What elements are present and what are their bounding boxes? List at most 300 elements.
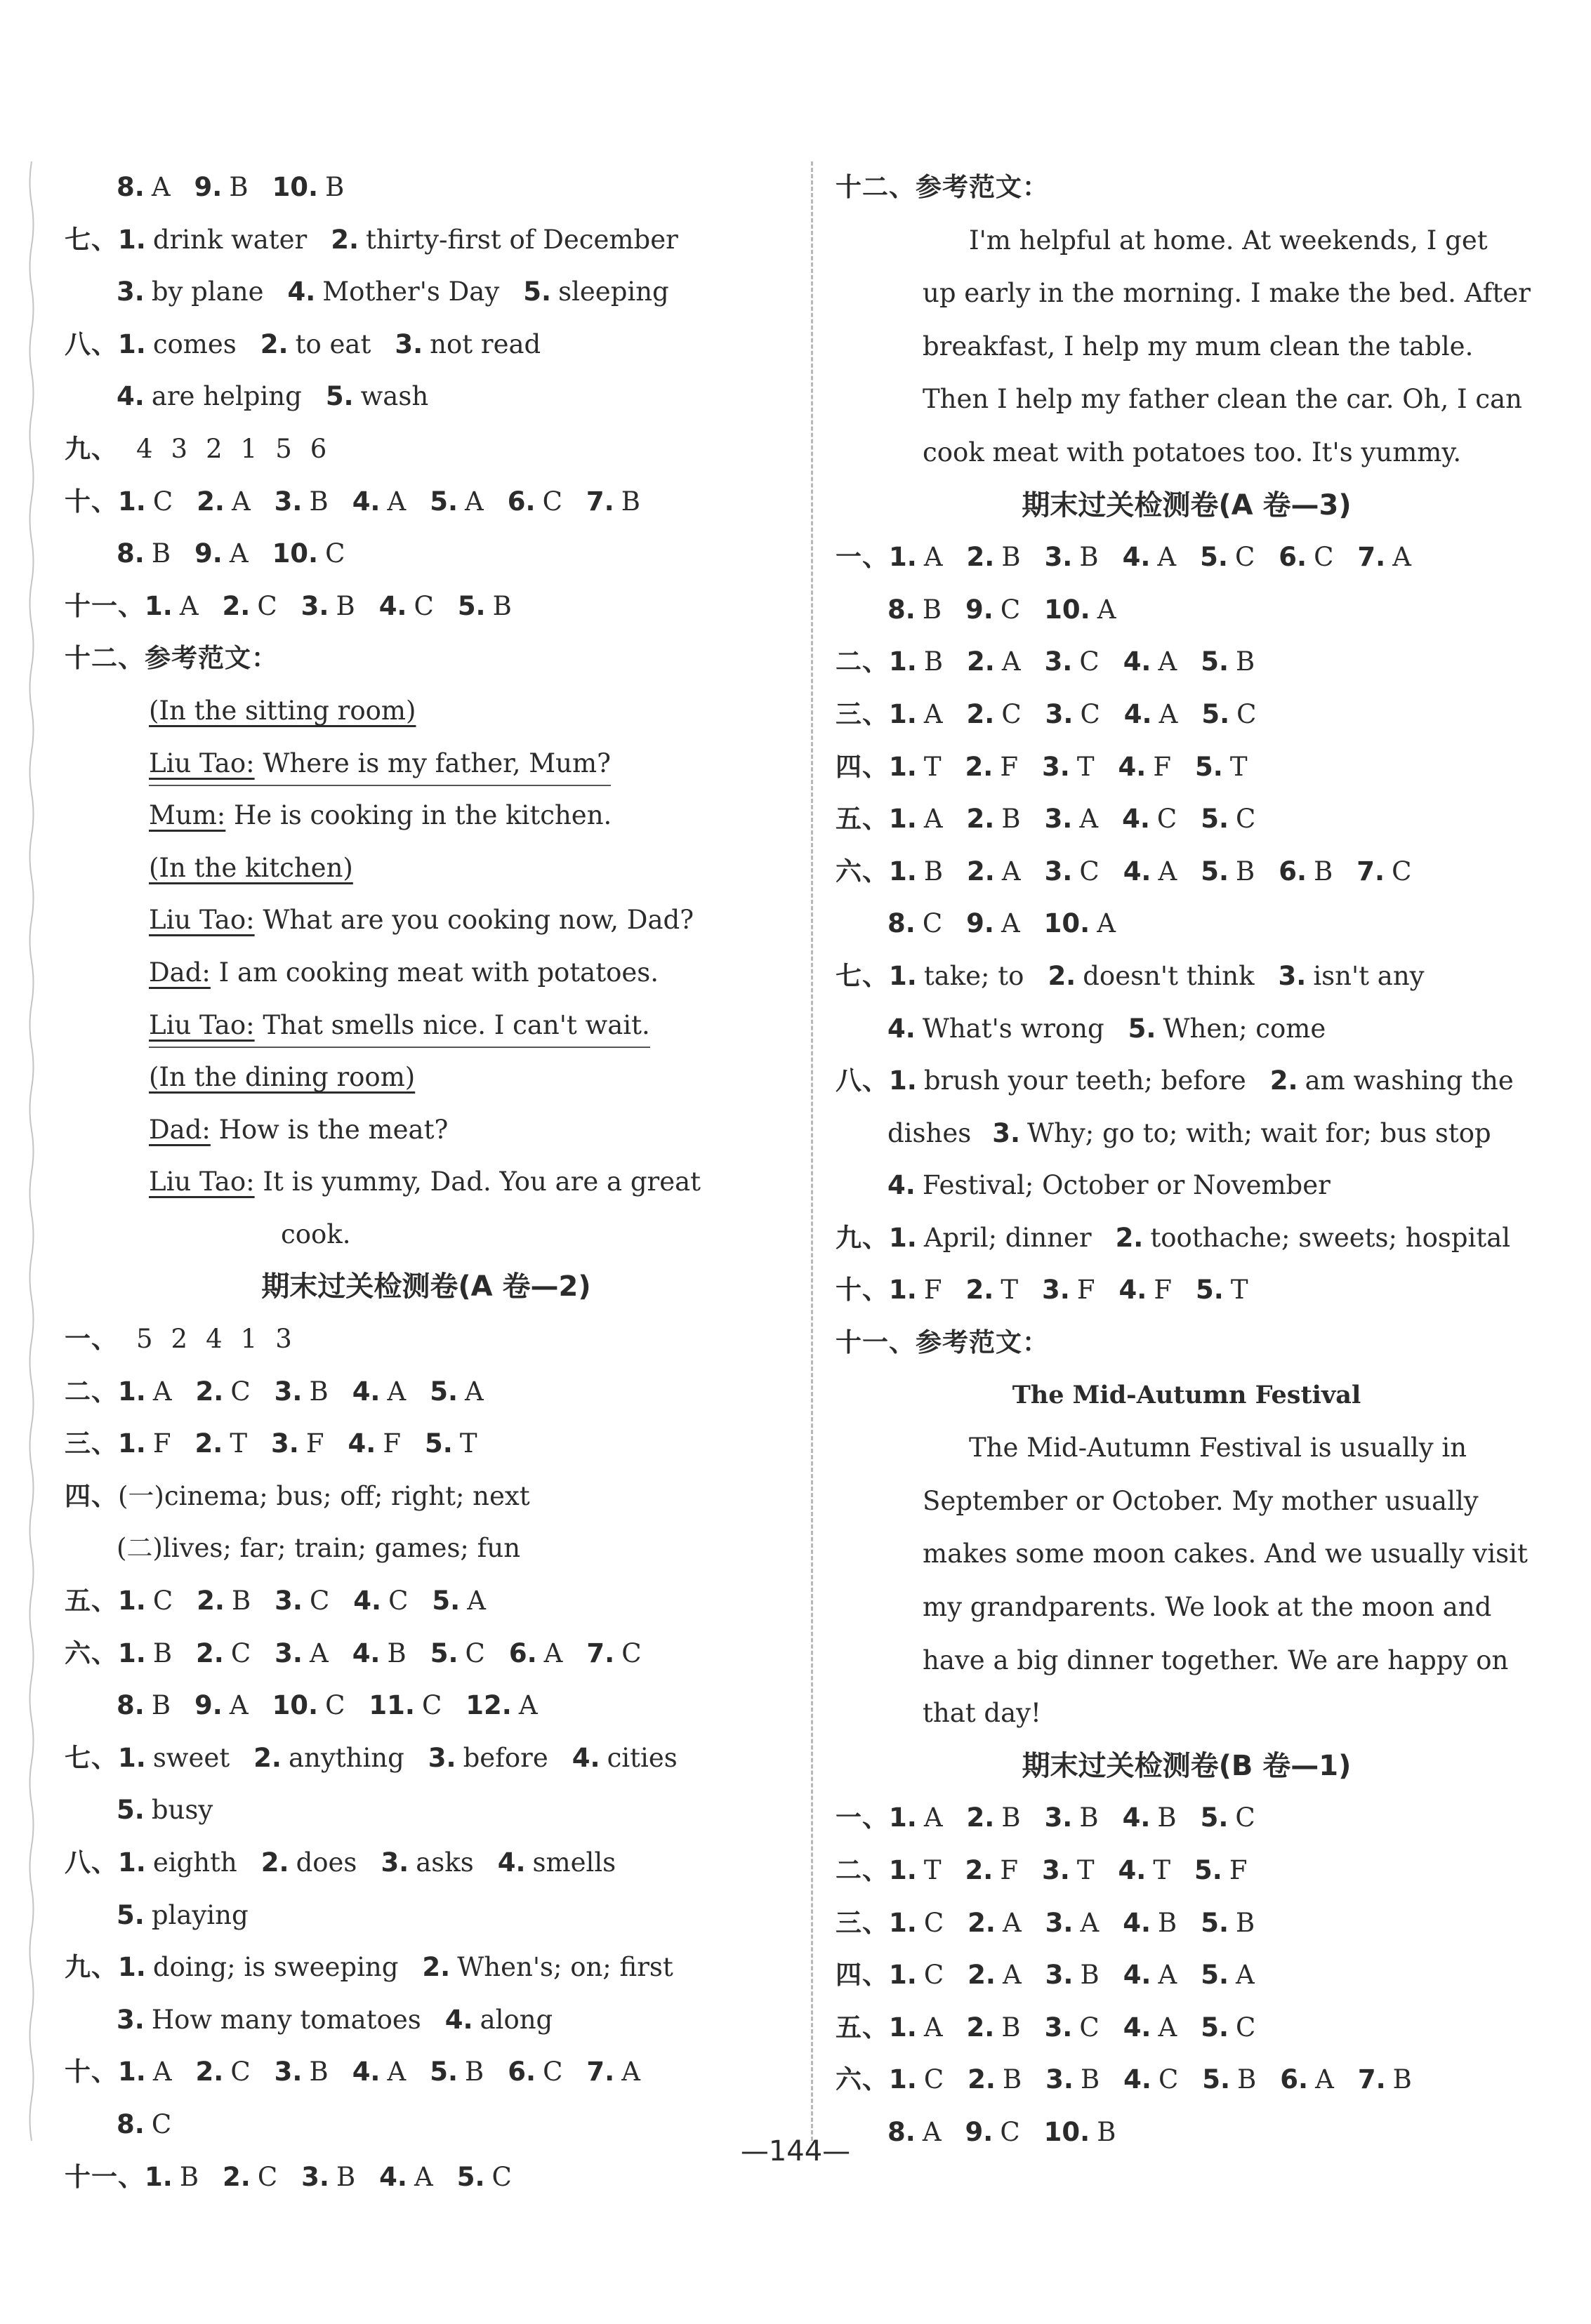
answer-item <box>118 2046 172 2099</box>
answer-value: A <box>922 2116 942 2147</box>
answer-value: C <box>491 2161 512 2192</box>
answer-value: B <box>492 590 512 621</box>
answer-value: A <box>179 590 199 621</box>
answer-value: A <box>923 1802 943 1833</box>
answer-value: C <box>151 2109 172 2139</box>
question-number: 4. <box>572 1742 600 1773</box>
question-number: 4. <box>1123 2012 1151 2043</box>
answer-value: T <box>923 1855 942 1885</box>
dialogue-content <box>149 905 694 935</box>
answer-item <box>301 580 355 633</box>
question-number: 3. <box>274 2057 303 2087</box>
question-number: 2. <box>196 1638 224 1668</box>
answer-value: When; come <box>1163 1013 1326 1044</box>
answer-line <box>836 689 1538 741</box>
question-number: 1. <box>889 2012 917 2043</box>
answer-item <box>430 1366 484 1419</box>
answer-item <box>1202 2054 1256 2106</box>
question-number: 3. <box>301 2161 329 2192</box>
section-label: 七、 <box>65 224 118 255</box>
answer-value: Why; go to; with; wait for; bus stop <box>1027 1117 1491 1148</box>
answer-item <box>352 1628 407 1680</box>
speech-text: He is cooking in the kitchen. <box>225 800 612 831</box>
answer-value: A <box>621 2057 640 2087</box>
sample-heading <box>65 632 788 685</box>
answer-value: A <box>387 1376 407 1407</box>
answer-item <box>1042 741 1095 794</box>
answer-item <box>379 580 434 633</box>
question-number: 2. <box>965 1855 993 1885</box>
answer-line <box>836 1897 1538 1950</box>
answer-line <box>836 793 1538 846</box>
section-label: 二、 <box>836 1855 889 1885</box>
answer-value: A <box>1002 1907 1022 1938</box>
answer-item <box>196 2046 251 2099</box>
answer-value: C <box>542 486 562 517</box>
answer-value: T <box>1001 1275 1018 1306</box>
sequence-value: 4 <box>206 1324 223 1355</box>
paragraph-line: The Mid-Autumn Festival is usually in <box>969 1433 1467 1463</box>
question-number: 1. <box>889 751 917 782</box>
answer-value: A <box>1158 646 1177 677</box>
answer-item <box>466 1680 537 1732</box>
answer-item <box>1128 1003 1326 1056</box>
question-number: 3. <box>271 1428 299 1459</box>
question-number: 3. <box>381 1847 409 1878</box>
answer-value: C <box>1000 2116 1020 2147</box>
answer-item <box>1045 689 1100 741</box>
question-number: 3. <box>275 1586 303 1616</box>
answer-line <box>65 1784 788 1837</box>
answer-value: C <box>1236 804 1256 835</box>
answer-value: C <box>388 1586 409 1616</box>
answer-item <box>1123 1792 1177 1845</box>
answer-item <box>118 214 307 267</box>
section-label: 三、 <box>836 1907 889 1938</box>
section-label: 一、 <box>65 1324 118 1355</box>
answer-item <box>967 846 1021 898</box>
question-number: 3. <box>301 590 329 621</box>
answer-item <box>1194 1845 1248 1897</box>
question-number: 5. <box>1128 1013 1156 1044</box>
section-label: 五、 <box>836 804 889 835</box>
answer-line <box>65 1522 788 1575</box>
question-number: 2. <box>1048 960 1076 991</box>
sample-heading <box>836 1317 1538 1369</box>
answer-item <box>118 1732 230 1785</box>
answer-item <box>967 636 1021 689</box>
answer-value: A <box>465 1376 484 1407</box>
answer-value: B <box>1079 1802 1099 1833</box>
answer-item <box>967 1792 1021 1845</box>
answer-item <box>1045 1897 1100 1950</box>
answer-item <box>1116 1212 1511 1265</box>
section-label: 一、 <box>836 1802 889 1833</box>
answer-value: A <box>387 2057 407 2087</box>
answer-value: T <box>1153 1855 1170 1885</box>
question-number: 3. <box>1045 1907 1074 1938</box>
answer-item <box>889 689 943 741</box>
answer-item <box>1118 1845 1171 1897</box>
answer-line <box>65 1366 788 1419</box>
answer-item <box>523 266 668 319</box>
sequence-value: 2 <box>171 1324 188 1355</box>
question-number: 5. <box>1201 1907 1229 1938</box>
question-number: 2. <box>966 542 995 573</box>
question-number: 7. <box>586 2057 615 2087</box>
answer-text: dishes <box>887 1117 972 1148</box>
answer-item <box>889 1897 944 1950</box>
answer-item <box>889 2054 944 2106</box>
answer-line <box>836 950 1538 1003</box>
answer-item <box>967 689 1022 741</box>
question-number: 4. <box>352 1376 381 1407</box>
answer-value: isn't any <box>1313 960 1425 991</box>
sample-label: 十二、参考范文： <box>65 643 278 674</box>
answer-value: C <box>152 1586 173 1616</box>
answer-item <box>1045 1949 1100 2002</box>
sequence-value: 1 <box>240 433 258 464</box>
answer-value: thirty-first of December <box>366 224 678 255</box>
left-column <box>65 161 788 2203</box>
sample-heading <box>836 161 1538 214</box>
answer-line <box>836 1055 1538 1108</box>
answer-item <box>889 1792 943 1845</box>
answer-value: C <box>922 908 943 939</box>
answer-line <box>65 1890 788 1942</box>
answer-item <box>1279 531 1333 584</box>
answer-value: T <box>1230 1275 1248 1306</box>
dialogue-content <box>149 1167 701 1197</box>
answer-value: B <box>922 594 942 625</box>
dialogue-tail: cook. <box>281 1219 351 1249</box>
question-number: 6. <box>1279 856 1307 887</box>
answer-line <box>836 741 1538 794</box>
answer-item <box>253 1732 404 1785</box>
answer-line <box>65 528 788 580</box>
question-number: 5. <box>117 1899 145 1930</box>
question-number: 1. <box>889 804 917 835</box>
answer-line <box>836 846 1538 898</box>
question-number: 2. <box>195 1376 224 1407</box>
answer-line <box>65 214 788 267</box>
answer-value: A <box>923 2012 943 2043</box>
answer-value: C <box>1080 698 1100 729</box>
answer-item <box>118 1418 171 1470</box>
question-number: 4. <box>1122 542 1151 573</box>
question-number: 7. <box>1357 542 1386 573</box>
answer-item <box>1042 1845 1095 1897</box>
answer-value: A <box>467 1586 486 1616</box>
question-number: 10. <box>272 1690 319 1721</box>
answer-value: C <box>1079 646 1100 677</box>
answer-item <box>586 1628 641 1680</box>
section-label: 十一、 <box>65 2161 145 2192</box>
question-number: 4. <box>1123 1907 1151 1938</box>
question-number: 2. <box>965 1275 994 1306</box>
question-number: 8. <box>117 1690 145 1721</box>
answer-value: B <box>923 856 944 887</box>
answer-item <box>381 1837 473 1890</box>
question-number: 3. <box>1045 2064 1074 2095</box>
question-number: 1. <box>118 1428 146 1459</box>
answer-item <box>117 266 263 319</box>
answer-line <box>65 371 788 423</box>
answer-value: by plane <box>151 277 264 307</box>
question-number: 1. <box>145 2161 173 2192</box>
answer-value: along <box>480 2004 553 2035</box>
binding-edge <box>27 161 37 2141</box>
section-label: 六、 <box>836 856 889 887</box>
question-number: 2. <box>965 751 993 782</box>
sample-paragraph <box>836 214 1538 479</box>
answer-item <box>196 1366 251 1419</box>
speaker-name: Dad: <box>149 957 211 988</box>
scene-text: (In the kitchen) <box>149 852 353 883</box>
question-number: 5. <box>325 381 354 412</box>
answer-item <box>352 476 407 529</box>
answer-value: T <box>459 1428 477 1459</box>
question-number: 1. <box>118 1376 146 1407</box>
question-number: 9. <box>194 1690 223 1721</box>
speech-text: It is yummy, Dad. You are a great <box>254 1167 701 1197</box>
answer-value: sweet <box>152 1742 230 1773</box>
question-number: 2. <box>966 1802 995 1833</box>
answer-item <box>117 528 171 580</box>
answer-item <box>271 1418 324 1470</box>
answer-value: F <box>1153 751 1171 782</box>
sample-label: 十二、参考范文： <box>836 172 1049 202</box>
question-number: 3. <box>1045 698 1074 729</box>
question-number: 4. <box>1122 804 1150 835</box>
answer-line <box>836 1792 1538 1845</box>
answer-item <box>352 2046 407 2099</box>
question-number: 4. <box>1118 751 1147 782</box>
answer-item <box>887 898 942 950</box>
answer-value: April; dinner <box>923 1222 1092 1253</box>
answer-line <box>65 580 788 633</box>
section-label: 六、 <box>65 1638 118 1668</box>
answer-value: playing <box>151 1899 249 1930</box>
answer-line <box>836 898 1538 950</box>
answer-item <box>1279 950 1425 1003</box>
answer-item <box>889 1055 1246 1108</box>
answer-value: B <box>1236 1907 1255 1938</box>
answer-item <box>887 1160 1331 1212</box>
answer-item <box>275 1628 329 1680</box>
answer-item <box>1122 793 1177 846</box>
sequence-value: 5 <box>275 433 292 464</box>
answer-item <box>887 1003 1104 1056</box>
question-number: 2. <box>223 2161 251 2192</box>
answer-item <box>1118 741 1172 794</box>
answer-item <box>889 636 943 689</box>
question-number: 1. <box>889 646 917 677</box>
dialogue-scene <box>65 1051 788 1104</box>
section-label: 四、 <box>65 1480 118 1511</box>
answer-value: A <box>1079 804 1099 835</box>
answer-line <box>836 1108 1538 1160</box>
question-number: 4. <box>497 1847 526 1878</box>
answer-value: B <box>465 2057 484 2087</box>
answer-value: A <box>1001 856 1021 887</box>
answer-value: C <box>257 590 277 621</box>
answer-item <box>889 846 943 898</box>
sequence-value: 2 <box>206 433 223 464</box>
answer-item <box>194 1680 249 1732</box>
question-number: 2. <box>1269 1065 1298 1096</box>
answer-value: C <box>230 1376 251 1407</box>
question-number: 4. <box>352 1638 381 1668</box>
question-number: 1. <box>118 224 146 255</box>
answer-line <box>65 1418 788 1470</box>
answer-value: B <box>231 1586 251 1616</box>
answer-value: A <box>1158 856 1177 887</box>
answer-value: smells <box>532 1847 616 1878</box>
answer-value: B <box>1097 2116 1116 2147</box>
answer-value: C <box>257 2161 278 2192</box>
answer-value: B <box>1001 1802 1021 1833</box>
answer-item <box>1201 636 1255 689</box>
question-number: 2. <box>331 224 359 255</box>
answer-item <box>508 476 562 529</box>
question-number: 5. <box>430 1638 458 1668</box>
section-label: 一、 <box>836 542 889 573</box>
question-number: 7. <box>1356 856 1385 887</box>
answer-item <box>275 1366 329 1419</box>
answer-item <box>967 2002 1021 2054</box>
question-number: 1. <box>889 542 917 573</box>
question-number: 8. <box>887 2116 916 2147</box>
question-number: 4. <box>1118 1275 1147 1306</box>
answer-item <box>966 1264 1019 1317</box>
answer-value: B <box>1236 856 1255 887</box>
question-number: 3. <box>1044 646 1073 677</box>
question-number: 1. <box>889 1855 917 1885</box>
answer-line <box>836 1212 1538 1265</box>
answer-item <box>1045 1792 1099 1845</box>
question-number: 9. <box>965 594 993 625</box>
answer-value: to eat <box>295 328 371 359</box>
answer-value: wash <box>360 381 429 412</box>
dialogue-content <box>149 1115 448 1145</box>
answer-item <box>1123 1949 1177 2002</box>
question-number: 3. <box>428 1742 456 1773</box>
answer-value: F <box>1000 751 1018 782</box>
paragraph-line: I'm helpful at home. At weekends, I get <box>969 225 1488 255</box>
question-number: 4. <box>1123 856 1151 887</box>
answer-item <box>889 1212 1092 1265</box>
answer-item <box>968 1949 1022 2002</box>
answer-value: C <box>1314 542 1334 573</box>
answer-line <box>65 1628 788 1680</box>
question-number: 2. <box>967 856 995 887</box>
sequence-line <box>65 1313 788 1366</box>
dialogue-line <box>65 790 788 842</box>
answer-value: F <box>152 1428 171 1459</box>
answer-item <box>992 1108 1491 1160</box>
section-title: 期末过关检测卷(B 卷—1) <box>1022 1749 1352 1782</box>
question-number: 5. <box>430 2057 458 2087</box>
section-label: 九、 <box>836 1222 889 1253</box>
scene-text: (In the sitting room) <box>149 695 416 726</box>
sequence-value: 4 <box>136 433 153 464</box>
section-label: 十、 <box>65 486 118 517</box>
speech-text: Where is my father, Mum? <box>254 748 611 778</box>
question-number: 3. <box>274 1376 303 1407</box>
answer-item <box>572 1732 678 1785</box>
answer-item <box>498 1837 616 1890</box>
answer-line <box>836 1264 1538 1317</box>
answer-value: Mother's Day <box>322 277 500 307</box>
answer-value: C <box>1158 2064 1179 2095</box>
answer-value: A <box>1158 698 1178 729</box>
answer-item <box>1200 531 1255 584</box>
answer-item <box>965 584 1020 637</box>
answer-line <box>836 2002 1538 2054</box>
answer-value: A <box>1097 594 1116 625</box>
question-number: 3. <box>1044 856 1073 887</box>
answer-value: When's; on; first <box>457 1952 673 1983</box>
answer-item <box>353 1575 408 1628</box>
answer-item <box>508 2046 562 2099</box>
answer-value: B <box>1079 542 1099 573</box>
sequence-line <box>65 423 788 476</box>
answer-item <box>118 1941 398 1994</box>
right-column <box>836 161 1538 2159</box>
answer-item <box>117 161 171 214</box>
answer-value: C <box>421 1690 442 1721</box>
answer-item <box>331 214 678 267</box>
answer-value: A <box>1002 1960 1022 1991</box>
answer-value: C <box>309 1586 330 1616</box>
answer-value: C <box>1156 804 1177 835</box>
question-number: 3. <box>1044 804 1073 835</box>
speech-text: I am cooking meat with potatoes. <box>210 957 659 988</box>
answer-value: B <box>387 1638 407 1668</box>
answer-value: B <box>151 538 171 569</box>
question-number: 4. <box>1123 646 1151 677</box>
answer-value: asks <box>416 1847 474 1878</box>
speaker-name: Mum: <box>149 800 226 831</box>
answer-value: B <box>621 486 640 517</box>
answer-line <box>65 1732 788 1785</box>
answer-item <box>430 1628 485 1680</box>
dialogue-content <box>149 1004 650 1048</box>
answer-value: take; to <box>923 960 1024 991</box>
answer-item <box>967 793 1021 846</box>
question-number: 2. <box>195 2057 224 2087</box>
question-number: 8. <box>887 908 916 939</box>
answer-value: How many tomatoes <box>151 2004 421 2035</box>
dialogue-content <box>149 743 611 786</box>
question-number: 6. <box>1280 2064 1309 2095</box>
question-number: 3. <box>1044 542 1073 573</box>
answer-value: does <box>296 1847 357 1878</box>
question-number: 2. <box>966 804 995 835</box>
paragraph-line: cook meat with potatoes too. It's yummy. <box>923 437 1462 467</box>
answer-value: brush your teeth; before <box>923 1065 1246 1096</box>
answer-item <box>1196 1264 1248 1317</box>
section-label: 三、 <box>836 698 889 729</box>
question-number: 5. <box>1201 1960 1229 1991</box>
answer-value: doesn't think <box>1083 960 1255 991</box>
question-number: 4. <box>348 1428 376 1459</box>
question-number: 5. <box>1202 2064 1231 2095</box>
answer-value: B <box>179 2161 199 2192</box>
question-number: 4. <box>444 2004 473 2035</box>
answer-value: T <box>923 751 942 782</box>
